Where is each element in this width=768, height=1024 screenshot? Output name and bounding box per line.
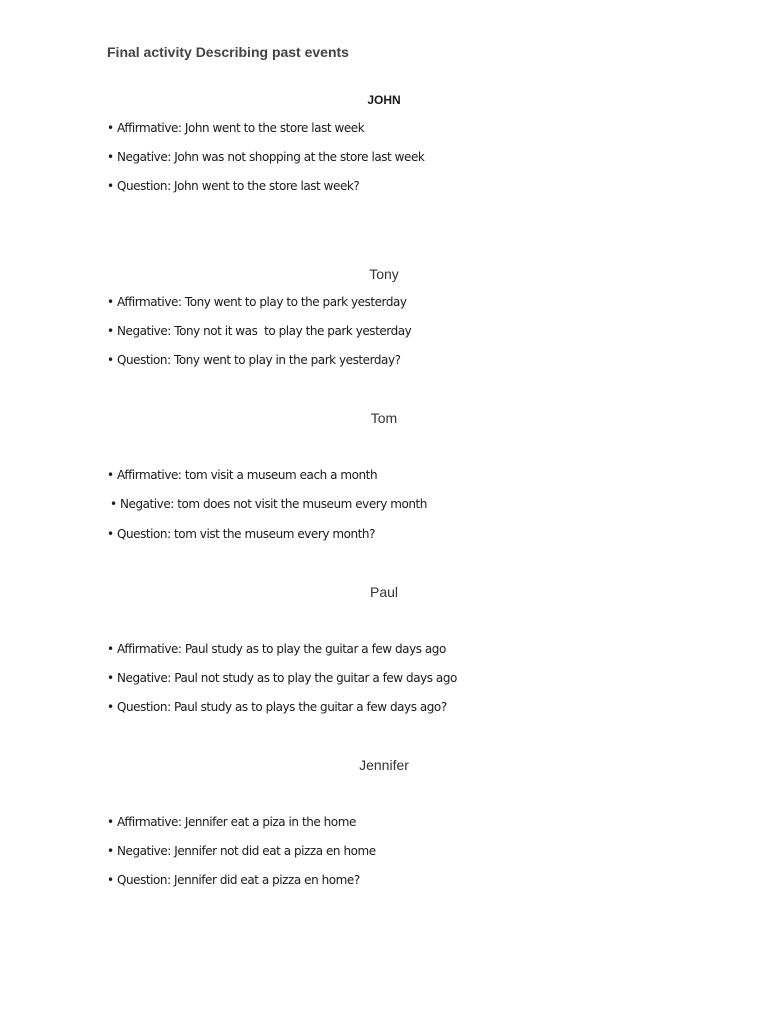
line-text: John was not shopping at the store last week bbox=[174, 150, 425, 164]
line-text: Paul not study as to play the guitar a few days ago bbox=[174, 671, 457, 685]
list-item bbox=[107, 873, 360, 887]
line-text: John went to the store last week bbox=[184, 121, 365, 135]
line-label: Question: bbox=[117, 353, 171, 367]
list-item bbox=[107, 324, 411, 338]
section-heading-tom: Tom bbox=[370, 410, 398, 426]
line-text: tom visit a museum each a month bbox=[184, 468, 378, 482]
section-heading-tony: Tony bbox=[369, 266, 399, 282]
line-label: Negative: bbox=[117, 671, 171, 685]
line-label: Negative: bbox=[117, 150, 171, 164]
list-item bbox=[107, 642, 446, 656]
line-text: Tony went to play in the park yesterday? bbox=[174, 353, 401, 367]
bullet: • bbox=[107, 873, 114, 887]
line-label: Question: bbox=[117, 700, 171, 714]
line-text: Jennifer not did eat a pizza en home bbox=[174, 844, 376, 858]
bullet: • bbox=[107, 671, 114, 685]
line-label: Question: bbox=[117, 527, 171, 541]
section-heading-paul: Paul bbox=[369, 584, 399, 600]
bullet: • bbox=[107, 295, 114, 309]
list-item bbox=[107, 468, 377, 482]
section-heading-jennifer: Jennifer bbox=[359, 757, 409, 773]
bullet: • bbox=[107, 527, 114, 541]
line-text: Paul study as to play the guitar a few days ago bbox=[184, 642, 446, 656]
bullet: • bbox=[107, 844, 114, 858]
line-label: Question: bbox=[117, 179, 171, 193]
list-item bbox=[107, 295, 407, 309]
line-text: Jennifer did eat a pizza en home? bbox=[174, 873, 360, 887]
line-label: Negative: bbox=[120, 497, 174, 511]
line-text: tom does not visit the museum every month bbox=[177, 497, 427, 511]
bullet: • bbox=[107, 179, 114, 193]
line-text: tom vist the museum every month? bbox=[174, 527, 375, 541]
line-text: Paul study as to plays the guitar a few days ago? bbox=[174, 700, 447, 714]
line-text: Tony not it was to play the park yesterday bbox=[174, 324, 412, 338]
line-label: Affirmative: bbox=[117, 121, 182, 135]
bullet: • bbox=[107, 324, 114, 338]
list-item bbox=[110, 497, 427, 511]
line-label: Affirmative: bbox=[117, 642, 182, 656]
bullet: • bbox=[110, 497, 117, 511]
line-label: Negative: bbox=[117, 844, 171, 858]
line-text: John went to the store last week? bbox=[174, 179, 360, 193]
bullet: • bbox=[107, 642, 114, 656]
line-label: Affirmative: bbox=[117, 468, 182, 482]
line-label: Negative: bbox=[117, 324, 171, 338]
list-item bbox=[107, 815, 356, 829]
list-item bbox=[107, 700, 447, 714]
line-text: Tony went to play to the park yesterday bbox=[184, 295, 407, 309]
line-text: Jennifer eat a piza in the home bbox=[184, 815, 356, 829]
list-item bbox=[107, 121, 364, 135]
bullet: • bbox=[107, 150, 114, 164]
bullet: • bbox=[107, 700, 114, 714]
bullet: • bbox=[107, 121, 114, 135]
line-label: Affirmative: bbox=[117, 815, 182, 829]
list-item bbox=[107, 179, 359, 193]
list-item bbox=[107, 527, 375, 541]
list-item bbox=[107, 671, 457, 685]
document-title: Final activity Describing past events bbox=[107, 44, 349, 60]
line-label: Affirmative: bbox=[117, 295, 182, 309]
bullet: • bbox=[107, 353, 114, 367]
line-label: Question: bbox=[117, 873, 171, 887]
bullet: • bbox=[107, 468, 114, 482]
list-item bbox=[107, 353, 401, 367]
section-heading-john: JOHN bbox=[367, 93, 401, 107]
list-item bbox=[107, 150, 424, 164]
bullet: • bbox=[107, 815, 114, 829]
list-item bbox=[107, 844, 376, 858]
